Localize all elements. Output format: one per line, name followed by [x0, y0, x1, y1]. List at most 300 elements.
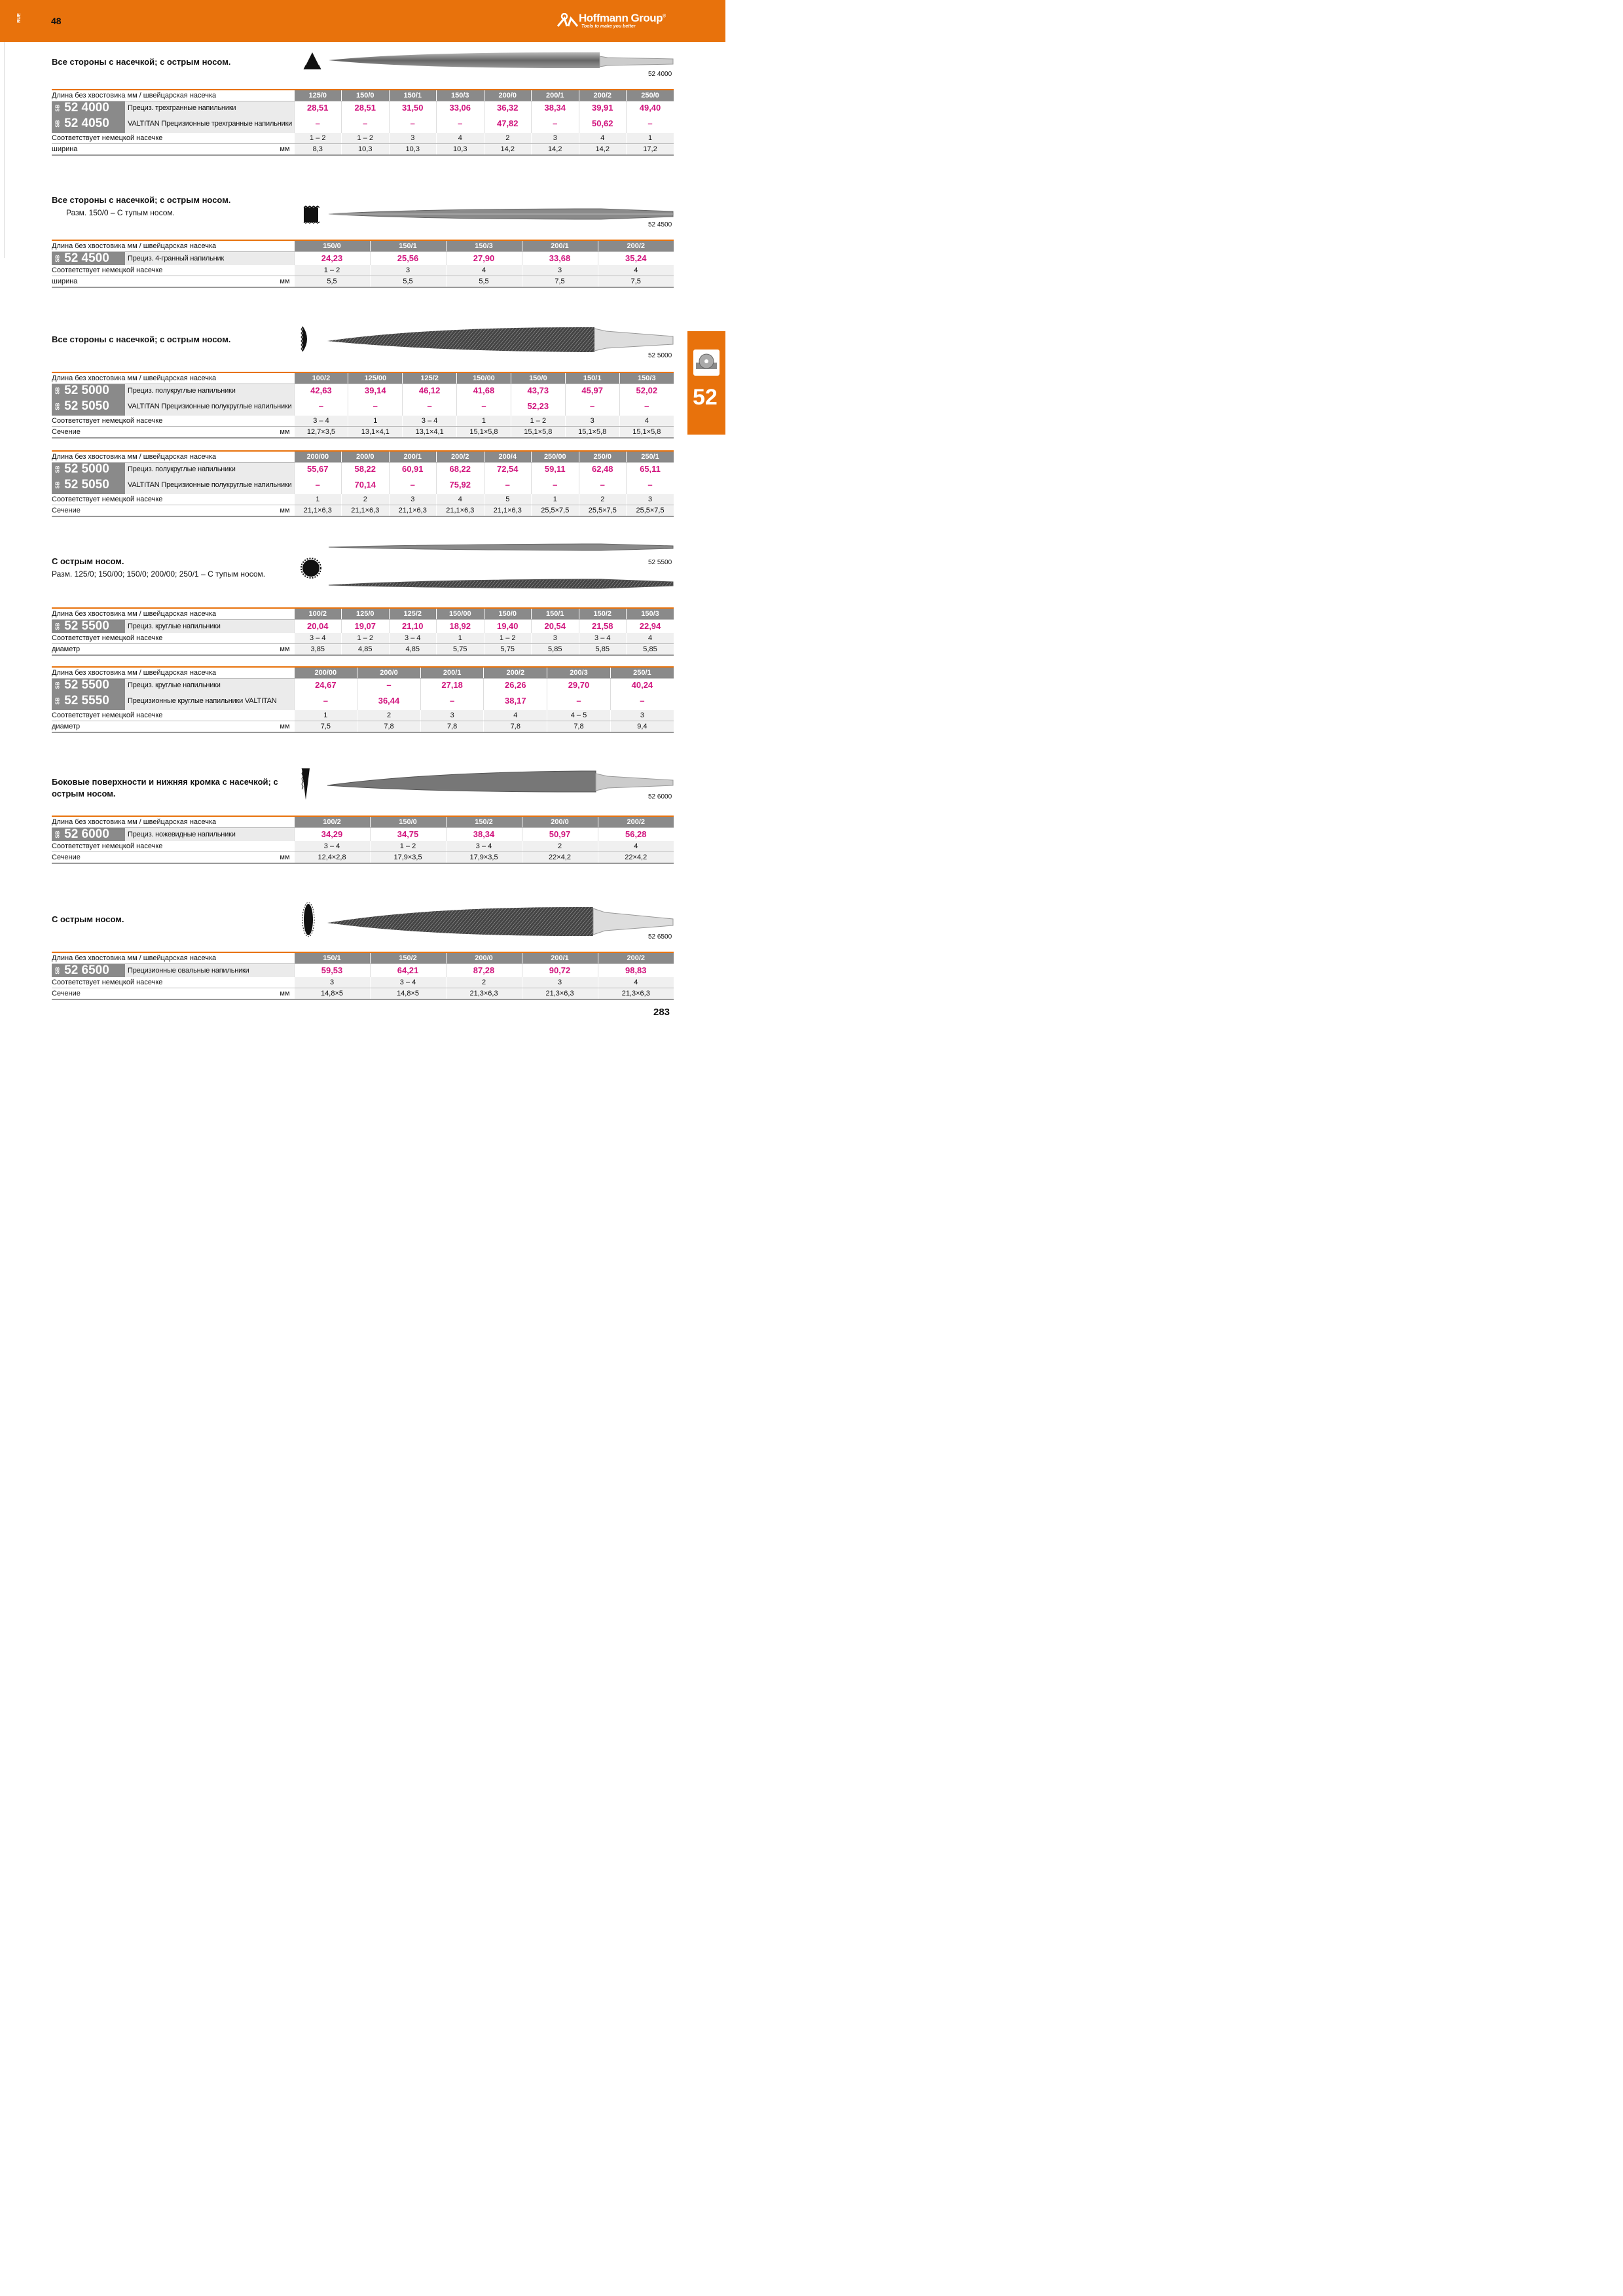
german-cut-cell: 1 – 2: [370, 841, 446, 852]
size-header-cell: 125/2: [389, 608, 437, 620]
product-row: [52, 620, 674, 634]
product-description: Прециз. 4-гранный напильник: [125, 252, 294, 266]
length-label: Длина без хвостовика мм / швейцарская насечка: [52, 608, 294, 620]
price-cell: 62,48: [579, 463, 627, 476]
size-header-cell: 125/0: [342, 608, 390, 620]
article-number-text: 52 5500: [64, 619, 109, 633]
round-file-image: [326, 542, 674, 594]
size-header-cell: 200/00: [294, 451, 342, 463]
article-code: 52 5500: [648, 559, 672, 566]
size-header-cell: 125/2: [403, 372, 457, 384]
price-cell: –: [610, 692, 674, 710]
product-description: Прецизионные овальные напильники: [125, 964, 294, 978]
dimension-cell: 7,5: [522, 276, 598, 288]
length-label: Длина без хвостовика мм / швейцарская насечка: [52, 451, 294, 463]
section-title: Боковые поверхности и нижняя кромка с насечкой; с острым носом.: [52, 777, 278, 798]
unit-label: мм: [125, 852, 294, 864]
dimension-cell: 12,7×3,5: [294, 427, 348, 439]
dimension-cell: 7,5: [598, 276, 674, 288]
dimension-cell: 15,1×5,8: [619, 427, 674, 439]
dimension-cell: 12,4×2,8: [294, 852, 370, 864]
dimension-cell: 10,3: [389, 144, 437, 156]
price-cell: 20,04: [294, 620, 342, 634]
size-header-cell: 150/1: [389, 90, 437, 101]
article-number-text: 52 5050: [64, 399, 109, 413]
german-cut-cell: 1: [437, 633, 484, 644]
price-cell: 19,07: [342, 620, 390, 634]
price-cell: 87,28: [446, 964, 522, 978]
size-header-cell: 200/00: [294, 667, 357, 679]
size-header-cell: 250/0: [579, 451, 627, 463]
unit-label: мм: [125, 721, 294, 733]
size-header-cell: 200/0: [357, 667, 421, 679]
dimension-cell: 15,1×5,8: [565, 427, 619, 439]
article-number-text: 52 5500: [64, 678, 109, 692]
dimension-label: ширина: [52, 144, 125, 156]
unit-label: мм: [125, 644, 294, 656]
article-number: [52, 692, 125, 710]
price-cell: 26,26: [484, 679, 547, 692]
section-title: С острым носом.: [52, 914, 124, 924]
price-cell: –: [294, 476, 342, 494]
german-cut-label: Соответствует немецкой насечке: [52, 265, 294, 276]
chapter-number: 52: [693, 385, 718, 410]
size-header-cell: 200/2: [579, 90, 627, 101]
half-round-file-image: [326, 323, 674, 353]
price-cell: –: [565, 397, 619, 416]
article-number: [52, 476, 125, 494]
dimension-cell: 14,2: [484, 144, 532, 156]
german-cut-cell: 4: [446, 265, 522, 276]
section-title: С острым носом.: [52, 556, 124, 566]
size-header-cell: 200/2: [437, 451, 484, 463]
price-cell: 58,22: [342, 463, 390, 476]
german-cut-cell: 3: [565, 416, 619, 427]
price-cell: 59,53: [294, 964, 370, 978]
grinding-disc-icon: [693, 350, 720, 376]
article-number: [52, 828, 125, 842]
unit-label: мм: [125, 144, 294, 156]
price-cell: 20,54: [532, 620, 579, 634]
product-row: [52, 384, 674, 398]
article-number-text: 52 5000: [64, 462, 109, 476]
product-description: Прециз. полукруглые напильники: [125, 384, 294, 398]
size-header-cell: 125/00: [348, 372, 403, 384]
price-cell: 40,24: [610, 679, 674, 692]
knife-section-icon: [301, 767, 310, 801]
price-cell: 47,82: [484, 115, 532, 133]
german-cut-cell: 4: [598, 977, 674, 988]
price-table: [52, 89, 674, 156]
length-label: Длина без хвостовика мм / швейцарская насечка: [52, 667, 294, 679]
price-cell: 59,11: [532, 463, 579, 476]
dimension-cell: 22×4,2: [522, 852, 598, 864]
size-header-cell: 200/1: [389, 451, 437, 463]
price-cell: –: [389, 115, 437, 133]
article-number-text: 52 6500: [64, 963, 109, 977]
price-cell: 31,50: [389, 101, 437, 115]
size-header-cell: 250/1: [610, 667, 674, 679]
price-cell: 24,67: [294, 679, 357, 692]
price-cell: 35,24: [598, 252, 674, 266]
dimension-cell: 15,1×5,8: [457, 427, 511, 439]
price-cell: –: [532, 115, 579, 133]
price-cell: 46,12: [403, 384, 457, 398]
article-number-text: 52 4050: [64, 117, 109, 130]
price-cell: –: [357, 679, 421, 692]
german-cut-row: [52, 133, 674, 144]
german-cut-cell: 3 – 4: [446, 841, 522, 852]
price-cell: –: [579, 476, 627, 494]
size-header-cell: 200/1: [532, 90, 579, 101]
german-cut-cell: 1 – 2: [294, 265, 370, 276]
price-cell: 90,72: [522, 964, 598, 978]
price-cell: 36,44: [357, 692, 421, 710]
sb-label: SB: [54, 403, 61, 410]
article-number-text: 52 6000: [64, 827, 109, 841]
size-header-cell: 200/3: [547, 667, 611, 679]
dimension-cell: 14,8×5: [370, 988, 446, 1000]
article-code: 52 4500: [648, 221, 672, 228]
price-cell: –: [342, 115, 390, 133]
oval-file-image: [326, 903, 674, 939]
dimension-cell: 14,2: [579, 144, 627, 156]
price-cell: –: [627, 115, 674, 133]
price-cell: 29,70: [547, 679, 611, 692]
size-header-cell: 200/0: [342, 451, 390, 463]
price-cell: –: [294, 115, 342, 133]
size-header-cell: 150/0: [511, 372, 565, 384]
price-table: [52, 666, 674, 733]
price-cell: 50,97: [522, 828, 598, 842]
dimension-label: ширина: [52, 276, 125, 288]
size-header-row: [52, 451, 674, 463]
sb-label: SB: [54, 255, 61, 262]
price-cell: 28,51: [342, 101, 390, 115]
german-cut-cell: 4: [627, 633, 674, 644]
dimension-cell: 25,5×7,5: [532, 505, 579, 517]
dimension-cell: 10,3: [342, 144, 390, 156]
product-description: VALTITAN Прецизионные полукруглые напильники: [125, 476, 294, 494]
half-round-section-icon: [300, 325, 313, 353]
sb-label: SB: [54, 697, 61, 705]
price-cell: 55,67: [294, 463, 342, 476]
product-description: Прециз. ножевидные напильники: [125, 828, 294, 842]
dimension-cell: 5,85: [579, 644, 627, 656]
german-cut-cell: 3: [532, 633, 579, 644]
german-cut-cell: 4: [484, 710, 547, 721]
german-cut-cell: 1: [294, 710, 357, 721]
dimension-cell: 10,3: [437, 144, 484, 156]
german-cut-cell: 3: [522, 977, 598, 988]
sb-label: SB: [54, 681, 61, 689]
section-title: Все стороны с насечкой; с острым носом.: [52, 57, 231, 67]
dimension-row: [52, 721, 674, 733]
round-section-icon: [301, 558, 321, 579]
price-cell: 72,54: [484, 463, 532, 476]
size-header-cell: 100/2: [294, 608, 342, 620]
price-cell: 75,92: [437, 476, 484, 494]
german-cut-cell: 3: [532, 133, 579, 144]
triangular-file-image: [326, 51, 674, 71]
price-cell: 19,40: [484, 620, 532, 634]
page-header: [0, 0, 725, 42]
german-cut-cell: 4: [598, 841, 674, 852]
german-cut-label: Соответствует немецкой насечке: [52, 133, 294, 144]
size-header-cell: 150/1: [565, 372, 619, 384]
dimension-cell: 7,8: [420, 721, 484, 733]
dimension-cell: 5,75: [484, 644, 532, 656]
dimension-cell: 21,3×6,3: [446, 988, 522, 1000]
german-cut-cell: 2: [484, 133, 532, 144]
dimension-cell: 25,5×7,5: [579, 505, 627, 517]
german-cut-row: [52, 494, 674, 505]
dimension-row: [52, 427, 674, 439]
size-header-cell: 200/1: [522, 240, 598, 252]
price-table: [52, 607, 674, 656]
product-row: [52, 115, 674, 133]
price-cell: 33,06: [437, 101, 484, 115]
dimension-cell: 5,85: [532, 644, 579, 656]
german-cut-cell: 3 – 4: [294, 841, 370, 852]
product-row: [52, 964, 674, 978]
german-cut-cell: 4 – 5: [547, 710, 611, 721]
length-label: Длина без хвостовика мм / швейцарская насечка: [52, 372, 294, 384]
product-description: Прецизионные круглые напильники VALTITAN: [125, 692, 294, 710]
size-header-cell: 100/2: [294, 816, 370, 828]
german-cut-cell: 1 – 2: [484, 633, 532, 644]
price-cell: 21,58: [579, 620, 627, 634]
german-cut-cell: 3: [389, 494, 437, 505]
german-cut-cell: 4: [579, 133, 627, 144]
dimension-label: Сечение: [52, 427, 125, 439]
size-header-cell: 200/0: [446, 952, 522, 964]
price-table: [52, 372, 674, 439]
price-cell: –: [420, 692, 484, 710]
price-cell: –: [294, 692, 357, 710]
price-cell: –: [389, 476, 437, 494]
german-cut-cell: 4: [598, 265, 674, 276]
dimension-cell: 21,3×6,3: [522, 988, 598, 1000]
size-header-row: [52, 372, 674, 384]
german-cut-cell: 3 – 4: [370, 977, 446, 988]
german-cut-cell: 1 – 2: [342, 133, 390, 144]
dimension-cell: 3,85: [294, 644, 342, 656]
size-header-cell: 150/3: [627, 608, 674, 620]
size-header-cell: 100/2: [294, 372, 348, 384]
german-cut-cell: 5: [484, 494, 532, 505]
product-row: [52, 692, 674, 710]
size-header-cell: 200/1: [522, 952, 598, 964]
price-cell: 42,63: [294, 384, 348, 398]
dimension-cell: 5,5: [370, 276, 446, 288]
sb-label: SB: [54, 831, 61, 838]
german-cut-label: Соответствует немецкой насечке: [52, 710, 294, 721]
german-cut-cell: 3 – 4: [389, 633, 437, 644]
article-number-text: 52 5550: [64, 694, 109, 708]
german-cut-row: [52, 633, 674, 644]
price-cell: 60,91: [389, 463, 437, 476]
price-cell: 52,23: [511, 397, 565, 416]
size-header-cell: 150/0: [342, 90, 390, 101]
price-cell: 39,91: [579, 101, 627, 115]
german-cut-cell: 3: [522, 265, 598, 276]
dimension-row: [52, 276, 674, 288]
german-cut-cell: 3 – 4: [294, 633, 342, 644]
price-cell: –: [403, 397, 457, 416]
german-cut-cell: 4: [437, 133, 484, 144]
article-number: [52, 101, 125, 115]
dimension-cell: 21,1×6,3: [294, 505, 342, 517]
article-number: [52, 679, 125, 692]
price-cell: 56,28: [598, 828, 674, 842]
dimension-row: [52, 988, 674, 1000]
dimension-label: диаметр: [52, 644, 125, 656]
unit-label: мм: [125, 988, 294, 1000]
german-cut-label: Соответствует немецкой насечке: [52, 977, 294, 988]
price-cell: 38,17: [484, 692, 547, 710]
german-cut-label: Соответствует немецкой насечке: [52, 633, 294, 644]
price-cell: 34,75: [370, 828, 446, 842]
price-cell: –: [437, 115, 484, 133]
price-cell: –: [547, 692, 611, 710]
article-code: 52 4000: [648, 71, 672, 78]
size-header-cell: 200/2: [598, 952, 674, 964]
dimension-cell: 17,9×3,5: [446, 852, 522, 864]
german-cut-cell: 3: [627, 494, 674, 505]
size-header-cell: 150/2: [446, 816, 522, 828]
german-cut-cell: 2: [342, 494, 390, 505]
german-cut-cell: 1 – 2: [342, 633, 390, 644]
german-cut-cell: 2: [357, 710, 421, 721]
page-number-left: 48: [51, 16, 62, 26]
price-cell: 36,32: [484, 101, 532, 115]
product-description: Прециз. трехгранные напильники: [125, 101, 294, 115]
dimension-cell: 15,1×5,8: [511, 427, 565, 439]
size-header-cell: 200/2: [484, 667, 547, 679]
dimension-cell: 21,1×6,3: [437, 505, 484, 517]
article-number: [52, 397, 125, 416]
dimension-cell: 7,8: [547, 721, 611, 733]
price-cell: –: [627, 476, 674, 494]
size-header-cell: 150/3: [446, 240, 522, 252]
square-file-image: [326, 206, 674, 223]
dimension-cell: 25,5×7,5: [627, 505, 674, 517]
product-description: Прециз. круглые напильники: [125, 679, 294, 692]
price-cell: 25,56: [370, 252, 446, 266]
price-cell: 43,73: [511, 384, 565, 398]
price-cell: –: [484, 476, 532, 494]
dimension-label: Сечение: [52, 852, 125, 864]
dimension-cell: 22×4,2: [598, 852, 674, 864]
price-cell: 18,92: [437, 620, 484, 634]
size-header-cell: 150/00: [437, 608, 484, 620]
german-cut-cell: 3: [610, 710, 674, 721]
size-header-row: [52, 952, 674, 964]
sb-label: SB: [54, 387, 61, 395]
dimension-cell: 13,1×4,1: [348, 427, 403, 439]
size-header-row: [52, 608, 674, 620]
dimension-row: [52, 644, 674, 656]
article-code: 52 5000: [648, 352, 672, 359]
dimension-label: Сечение: [52, 505, 125, 517]
dimension-cell: 9,4: [610, 721, 674, 733]
product-row: [52, 476, 674, 494]
size-header-cell: 150/0: [294, 240, 370, 252]
dimension-cell: 14,2: [532, 144, 579, 156]
knife-file-image: [326, 767, 674, 795]
dimension-label: Сечение: [52, 988, 125, 1000]
article-number-text: 52 4000: [64, 101, 109, 115]
price-cell: –: [457, 397, 511, 416]
size-header-cell: 250/0: [627, 90, 674, 101]
dimension-cell: 7,8: [484, 721, 547, 733]
dimension-row: [52, 144, 674, 156]
price-table: [52, 240, 674, 288]
product-description: VALTITAN Прецизионные трехгранные напильники: [125, 115, 294, 133]
price-table: [52, 450, 674, 517]
article-code: 52 6500: [648, 933, 672, 941]
sb-label: SB: [54, 481, 61, 489]
triangle-section-icon: [302, 51, 322, 71]
german-cut-cell: 2: [522, 841, 598, 852]
german-cut-cell: 1 – 2: [294, 133, 342, 144]
article-number: [52, 115, 125, 133]
sb-label: SB: [54, 622, 61, 630]
product-row: [52, 252, 674, 266]
dimension-cell: 4,85: [389, 644, 437, 656]
price-cell: 45,97: [565, 384, 619, 398]
german-cut-cell: 4: [619, 416, 674, 427]
product-description: VALTITAN Прецизионные полукруглые напильники: [125, 397, 294, 416]
size-header-cell: 150/3: [437, 90, 484, 101]
size-header-cell: 150/2: [579, 608, 627, 620]
size-header-cell: 200/2: [598, 816, 674, 828]
german-cut-cell: 1 – 2: [511, 416, 565, 427]
size-header-row: [52, 816, 674, 828]
price-cell: 28,51: [294, 101, 342, 115]
price-cell: 27,90: [446, 252, 522, 266]
dimension-cell: 17,2: [627, 144, 674, 156]
german-cut-cell: 3: [370, 265, 446, 276]
size-header-row: [52, 667, 674, 679]
dimension-cell: 14,8×5: [294, 988, 370, 1000]
german-cut-cell: 3 – 4: [403, 416, 457, 427]
brand-tagline: Tools to make you better: [581, 24, 636, 29]
dimension-cell: 8,3: [294, 144, 342, 156]
price-cell: 49,40: [627, 101, 674, 115]
size-header-cell: 150/1: [294, 952, 370, 964]
product-description: Прециз. полукруглые напильники: [125, 463, 294, 476]
brand-logo: Hoffmann Group® Tools to make you better: [556, 12, 666, 29]
dimension-cell: 7,5: [294, 721, 357, 733]
german-cut-cell: 2: [446, 977, 522, 988]
german-cut-cell: 2: [579, 494, 627, 505]
length-label: Длина без хвостовика мм / швейцарская насечка: [52, 952, 294, 964]
product-description: Прециз. круглые напильники: [125, 620, 294, 634]
section-subtitle: Разм. 125/0; 150/00; 150/0; 200/00; 250/1 – С тупым носом.: [52, 569, 266, 579]
price-cell: 41,68: [457, 384, 511, 398]
dimension-cell: 5,5: [294, 276, 370, 288]
dimension-cell: 5,75: [437, 644, 484, 656]
page-number-right: 283: [653, 1007, 670, 1018]
price-cell: –: [619, 397, 674, 416]
german-cut-label: Соответствует немецкой насечке: [52, 841, 294, 852]
sb-label: SB: [54, 104, 61, 112]
price-cell: –: [532, 476, 579, 494]
price-cell: 22,94: [627, 620, 674, 634]
price-cell: 70,14: [342, 476, 390, 494]
